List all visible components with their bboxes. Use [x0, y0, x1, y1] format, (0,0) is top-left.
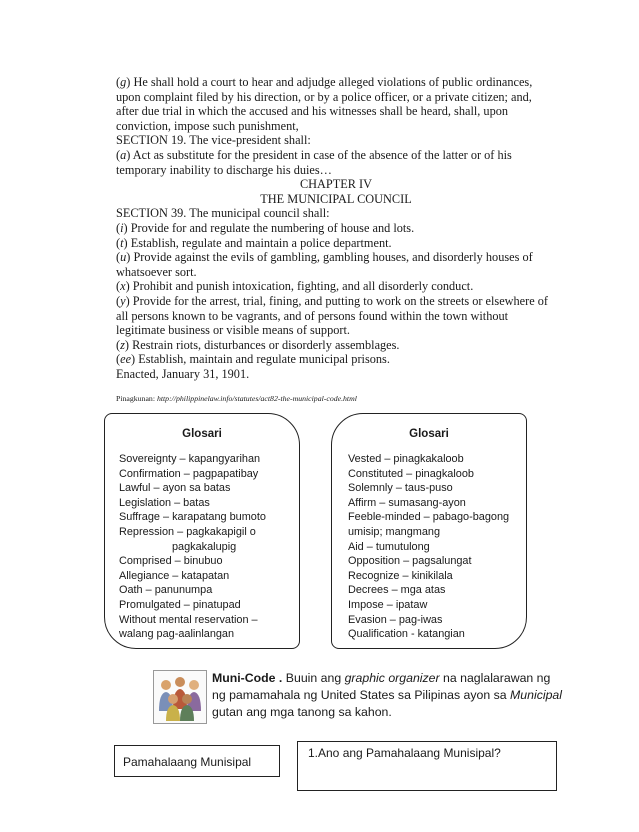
- glossary-list-left: [119, 452, 266, 642]
- activity-text: na naglalarawan ng: [439, 671, 551, 685]
- law-text: Prohibit and punish intoxication, fighting, and all disorderly conduct.: [129, 279, 474, 294]
- law-text: Establish, maintain and regulate municipal prisons.: [135, 352, 390, 367]
- glossary-item: Qualification - katangian: [348, 628, 465, 641]
- glossary-item: Feeble-minded – pabago-bagong: [348, 511, 510, 524]
- glossary-item: Affirm – sumasang-ayon: [348, 496, 466, 509]
- glossary-list-right: [348, 452, 509, 642]
- source-citation: [116, 394, 357, 403]
- law-line: (z) Restrain riots, disturbances or disorderly assemblages.: [116, 337, 400, 352]
- glossary-item: Solemnly – taus-puso: [348, 482, 453, 495]
- glossary-item: Aid – tumutulong: [348, 540, 430, 553]
- group-people-icon: [153, 670, 207, 724]
- activity-instructions: [212, 670, 572, 722]
- activity-line-3: gutan ang mga tanong sa kahon.: [212, 705, 392, 720]
- glossary-title-left: Glosari: [182, 428, 222, 440]
- law-text: Provide for and regulate the numbering of house and lots.: [127, 220, 415, 235]
- glossary-box-left: [104, 413, 300, 649]
- glossary-item: Promulgated – pinatupad: [119, 598, 241, 611]
- glossary-item: Opposition – pagsalungat: [348, 555, 472, 568]
- clause-marker: u: [120, 250, 127, 265]
- law-line: [116, 177, 556, 192]
- glossary-item: Allegiance – katapatan: [119, 569, 230, 582]
- glossary-box-right: [331, 413, 527, 649]
- glossary-item: Legislation – batas: [119, 496, 210, 509]
- law-excerpt: [116, 75, 556, 381]
- law-line: (i) Provide for and regulate the numbering of house and lots.: [116, 220, 415, 235]
- law-line: (ee) Establish, maintain and regulate municipal prisons.: [116, 352, 390, 367]
- law-line: (t) Establish, regulate and maintain a police department.: [116, 235, 392, 250]
- law-line: (x) Prohibit and punish intoxication, fighting, and all disorderly conduct.: [116, 279, 474, 294]
- organizer-label: Pamahalaang Munisipal: [123, 755, 252, 769]
- clause-marker: ee: [120, 352, 132, 367]
- glossary-item: walang pag-aalinlangan: [119, 628, 235, 641]
- law-text: THE MUNICIPAL COUNCIL: [260, 191, 412, 206]
- law-text: Restrain riots, disturbances or disorderly assemblages.: [129, 337, 400, 352]
- law-text: He shall hold a court to hear and adjudge alleged violations of public ordinances, upon complaint filed by his direction, or by a police officer, or a private citizen; and, after due trial in which the accused and his witnesses shall be heard, shall, upon conviction, impose such punishment,: [116, 75, 533, 133]
- glossary-item: Repression – pagkakapigil o: [119, 525, 256, 538]
- law-text: Provide for the arrest, trial, fining, and putting to work on the streets or elsewhere of all persons known to be vagrants, and of persons found within the town without legitimate business or visible means of support.: [116, 293, 549, 338]
- law-line: (g) He shall hold a court to hear and adjudge alleged violations of public ordinances, upon complaint filed by his direction, or by a police officer, or a private citizen; and, after due trial in which the accused and his witnesses shall be heard, shall, upon conviction, impose such punishment,: [116, 75, 533, 133]
- law-text: Provide against the evils of gambling, gambling houses, and disorderly houses of whatsoever sort.: [116, 250, 533, 279]
- glossary-item: Impose – ipataw: [348, 598, 428, 611]
- activity-line-2: [212, 687, 572, 704]
- clause-marker: g: [120, 75, 127, 89]
- law-line: (y) Provide for the arrest, trial, fining, and putting to work on the streets or elsewhere of all persons known to be vagrants, and of persons found within the town without legitimate business or visible means of support.: [116, 293, 549, 338]
- clause-marker: t: [120, 235, 124, 250]
- organizer-box-municipal: [114, 745, 280, 777]
- law-text: Establish, regulate and maintain a police department.: [127, 235, 392, 250]
- law-text: CHAPTER IV: [299, 177, 373, 192]
- glossary-item: Suffrage – karapatang bumoto: [119, 511, 266, 524]
- glossary-item: umisip; mangmang: [348, 525, 441, 538]
- activity-title: Muni-Code .: [212, 671, 283, 685]
- glossary-item: Confirmation – pagpapatibay: [119, 467, 259, 480]
- glossary-item: pagkakalupig: [172, 540, 237, 553]
- clause-marker: y: [120, 293, 126, 308]
- clause-marker: a: [120, 147, 127, 162]
- glossary-item: Recognize – kinikilala: [348, 569, 453, 582]
- law-line: [116, 133, 556, 148]
- clause-marker: z: [120, 337, 125, 352]
- glossary-title-right: Glosari: [409, 428, 449, 440]
- activity-term: graphic organizer: [344, 671, 440, 685]
- glossary-item: Decrees – mga atas: [348, 584, 446, 597]
- activity-text: ng pamamahala ng United States sa Pilipinas ayon sa: [212, 688, 511, 703]
- source-url: http://philippinelaw.info/statutes/act82-the-municipal-code.html: [156, 394, 357, 403]
- law-text: SECTION 19. The vice-president shall:: [116, 133, 311, 148]
- law-line: (u) Provide against the evils of gambling, gambling houses, and disorderly houses of whatsoever sort.: [116, 250, 533, 279]
- activity-term: Municipal: [510, 688, 562, 703]
- activity-line-1: [212, 670, 572, 687]
- law-line: [116, 206, 556, 221]
- glossary-item: Oath – panunumpa: [119, 584, 213, 597]
- glossary-item: Without mental reservation –: [119, 613, 258, 626]
- glossary-item: Sovereignty – kapangyarihan: [119, 453, 261, 465]
- law-text: Enacted, January 31, 1901.: [116, 366, 250, 381]
- law-line: (a) Act as substitute for the president in case of the absence of the latter or of his temporary inability to discharge his duies…: [116, 147, 512, 177]
- source-label: Pinagkunan:: [116, 394, 157, 403]
- law-text: SECTION 39. The municipal council shall:: [116, 206, 330, 221]
- clause-marker: x: [120, 279, 126, 294]
- law-line: [116, 192, 556, 207]
- organizer-question-box[interactable]: [297, 741, 557, 791]
- glossary-item: Lawful – ayon sa batas: [119, 482, 231, 495]
- organizer-question: 1.Ano ang Pamahalaang Munisipal?: [308, 746, 501, 760]
- glossary-item: Constituted – pinagkaloob: [348, 467, 474, 480]
- glossary-item: Evasion – pag-iwas: [348, 613, 443, 626]
- activity-text: Buuin ang: [282, 671, 345, 685]
- law-line: [116, 367, 556, 382]
- glossary-item: Comprised – binubuo: [119, 555, 223, 568]
- law-text: Act as substitute for the president in case of the absence of the latter or of his temporary inability to discharge his duies…: [116, 147, 512, 177]
- glossary-item: Vested – pinagkakaloob: [348, 453, 464, 465]
- clause-marker: i: [120, 220, 124, 235]
